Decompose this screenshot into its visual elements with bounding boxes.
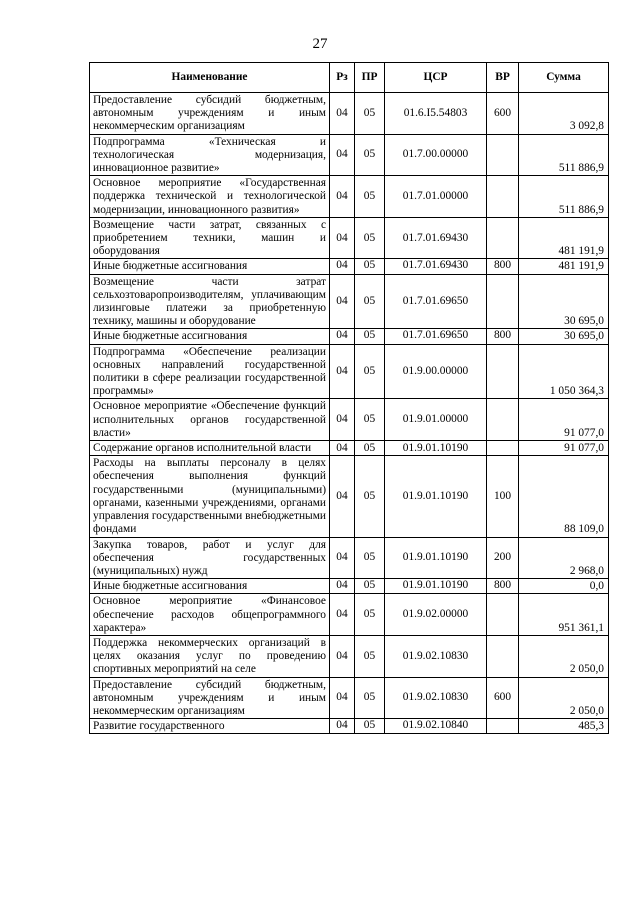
- row-sum: 2 050,0: [519, 677, 609, 719]
- header-csr: ЦСР: [385, 63, 487, 93]
- table-row: [90, 399, 609, 441]
- table-row: [90, 93, 609, 135]
- row-csr: 01.9.00.00000: [385, 344, 487, 399]
- row-csr: 01.6.I5.54803: [385, 93, 487, 135]
- row-pr: 05: [355, 594, 385, 636]
- table-row: [90, 217, 609, 259]
- row-rz: 04: [330, 456, 355, 537]
- row-sum: 0,0: [519, 579, 609, 594]
- row-vr: [487, 594, 519, 636]
- header-vr: ВР: [487, 63, 519, 93]
- row-vr: [487, 217, 519, 259]
- row-sum: 91 077,0: [519, 399, 609, 441]
- row-vr: 800: [487, 259, 519, 274]
- row-csr: 01.7.01.69430: [385, 259, 487, 274]
- table-row: [90, 677, 609, 719]
- row-name: Иные бюджетные ассигнования: [90, 329, 330, 344]
- row-vr: [487, 274, 519, 329]
- row-pr: 05: [355, 134, 385, 176]
- row-pr: 05: [355, 93, 385, 135]
- row-vr: 200: [487, 537, 519, 579]
- row-csr: 01.9.01.10190: [385, 456, 487, 537]
- row-name: Основное мероприятие «Финансовое обеспечение расходов общепрограммного характера»: [90, 594, 330, 636]
- row-rz: 04: [330, 399, 355, 441]
- budget-table: [89, 62, 609, 734]
- row-name: Расходы на выплаты персоналу в целях обеспечения выполнения функций государственными (муниципальными) органами, казенными учреждениями, органами управления государственными внебюджетными фондами: [90, 456, 330, 537]
- row-name: Содержание органов исполнительной власти: [90, 441, 330, 456]
- row-sum: 30 695,0: [519, 329, 609, 344]
- table-row: [90, 176, 609, 218]
- row-csr: 01.9.01.10190: [385, 441, 487, 456]
- row-sum: 2 968,0: [519, 537, 609, 579]
- row-pr: 05: [355, 329, 385, 344]
- row-vr: [487, 176, 519, 218]
- row-csr: 01.9.02.00000: [385, 594, 487, 636]
- row-vr: 100: [487, 456, 519, 537]
- row-sum: 511 886,9: [519, 134, 609, 176]
- row-csr: 01.7.01.00000: [385, 176, 487, 218]
- row-rz: 04: [330, 274, 355, 329]
- table-row: [90, 456, 609, 537]
- row-name: Возмещение части затрат, связанных с приобретением техники, машин и оборудования: [90, 217, 330, 259]
- row-pr: 05: [355, 274, 385, 329]
- row-sum: 481 191,9: [519, 259, 609, 274]
- row-name: Подпрограмма «Обеспечение реализации основных направлений государственной политики в сфере реализации государственной программы»: [90, 344, 330, 399]
- row-sum: 2 050,0: [519, 635, 609, 677]
- row-name: Иные бюджетные ассигнования: [90, 259, 330, 274]
- row-pr: 05: [355, 441, 385, 456]
- row-rz: 04: [330, 441, 355, 456]
- table-row: [90, 274, 609, 329]
- row-sum: 88 109,0: [519, 456, 609, 537]
- row-name: Поддержка некоммерческих организаций в целях оказания услуг по проведению спортивных мероприятий на селе: [90, 635, 330, 677]
- row-vr: [487, 719, 519, 734]
- row-rz: 04: [330, 176, 355, 218]
- row-pr: 05: [355, 259, 385, 274]
- row-pr: 05: [355, 719, 385, 734]
- row-rz: 04: [330, 635, 355, 677]
- row-pr: 05: [355, 217, 385, 259]
- row-vr: [487, 441, 519, 456]
- row-rz: 04: [330, 677, 355, 719]
- row-rz: 04: [330, 217, 355, 259]
- header-pr: ПР: [355, 63, 385, 93]
- row-pr: 05: [355, 677, 385, 719]
- row-name: Предоставление субсидий бюджетным, автономным учреждениям и иным некоммерческим организациям: [90, 93, 330, 135]
- row-vr: 600: [487, 677, 519, 719]
- row-name: Предоставление субсидий бюджетным, автономным учреждениям и иным некоммерческим организациям: [90, 677, 330, 719]
- row-csr: 01.9.01.10190: [385, 537, 487, 579]
- row-rz: 04: [330, 93, 355, 135]
- table-row: [90, 329, 609, 344]
- table-row: [90, 537, 609, 579]
- row-rz: 04: [330, 579, 355, 594]
- row-sum: 481 191,9: [519, 217, 609, 259]
- row-rz: 04: [330, 719, 355, 734]
- row-csr: 01.9.02.10830: [385, 677, 487, 719]
- row-pr: 05: [355, 579, 385, 594]
- row-vr: 600: [487, 93, 519, 135]
- row-vr: [487, 635, 519, 677]
- row-csr: 01.9.01.00000: [385, 399, 487, 441]
- row-rz: 04: [330, 259, 355, 274]
- table-row: [90, 719, 609, 734]
- row-name: Иные бюджетные ассигнования: [90, 579, 330, 594]
- table-row: [90, 441, 609, 456]
- row-name: Основное мероприятие «Государственная поддержка технической и технологической модернизации, инновационного развития»: [90, 176, 330, 218]
- table-row: [90, 635, 609, 677]
- table-row: [90, 594, 609, 636]
- row-vr: 800: [487, 329, 519, 344]
- row-name: Подпрограмма «Техническая и технологическая модернизация, инновационное развитие»: [90, 134, 330, 176]
- row-sum: 3 092,8: [519, 93, 609, 135]
- row-name: Основное мероприятие «Обеспечение функций исполнительных органов государственной власти»: [90, 399, 330, 441]
- row-vr: [487, 344, 519, 399]
- row-vr: [487, 134, 519, 176]
- row-sum: 30 695,0: [519, 274, 609, 329]
- header-name: Наименование: [90, 63, 330, 93]
- row-vr: 800: [487, 579, 519, 594]
- row-sum: 511 886,9: [519, 176, 609, 218]
- row-rz: 04: [330, 329, 355, 344]
- row-rz: 04: [330, 594, 355, 636]
- row-pr: 05: [355, 456, 385, 537]
- row-csr: 01.7.01.69650: [385, 274, 487, 329]
- table-row: [90, 344, 609, 399]
- row-sum: 951 361,1: [519, 594, 609, 636]
- table-header-row: [90, 63, 609, 93]
- row-csr: 01.9.02.10830: [385, 635, 487, 677]
- page-number: 27: [312, 36, 328, 52]
- table-row: [90, 579, 609, 594]
- row-vr: [487, 399, 519, 441]
- row-sum: 91 077,0: [519, 441, 609, 456]
- row-name: Развитие государственного: [90, 719, 330, 734]
- header-rz: Рз: [330, 63, 355, 93]
- row-pr: 05: [355, 635, 385, 677]
- row-csr: 01.7.00.00000: [385, 134, 487, 176]
- row-csr: 01.7.01.69650: [385, 329, 487, 344]
- row-pr: 05: [355, 537, 385, 579]
- row-csr: 01.7.01.69430: [385, 217, 487, 259]
- row-rz: 04: [330, 134, 355, 176]
- row-name: Закупка товаров, работ и услуг для обеспечения государственных (муниципальных) нужд: [90, 537, 330, 579]
- row-rz: 04: [330, 537, 355, 579]
- table-row: [90, 134, 609, 176]
- header-sum: Сумма: [519, 63, 609, 93]
- row-csr: 01.9.01.10190: [385, 579, 487, 594]
- row-sum: 485,3: [519, 719, 609, 734]
- row-csr: 01.9.02.10840: [385, 719, 487, 734]
- row-rz: 04: [330, 344, 355, 399]
- table-row: [90, 259, 609, 274]
- row-pr: 05: [355, 344, 385, 399]
- row-name: Возмещение части затрат сельхозтоваропроизводителям, уплачивающим лизинговые платежи за приобретенную технику, машины и оборудование: [90, 274, 330, 329]
- row-pr: 05: [355, 399, 385, 441]
- row-sum: 1 050 364,3: [519, 344, 609, 399]
- row-pr: 05: [355, 176, 385, 218]
